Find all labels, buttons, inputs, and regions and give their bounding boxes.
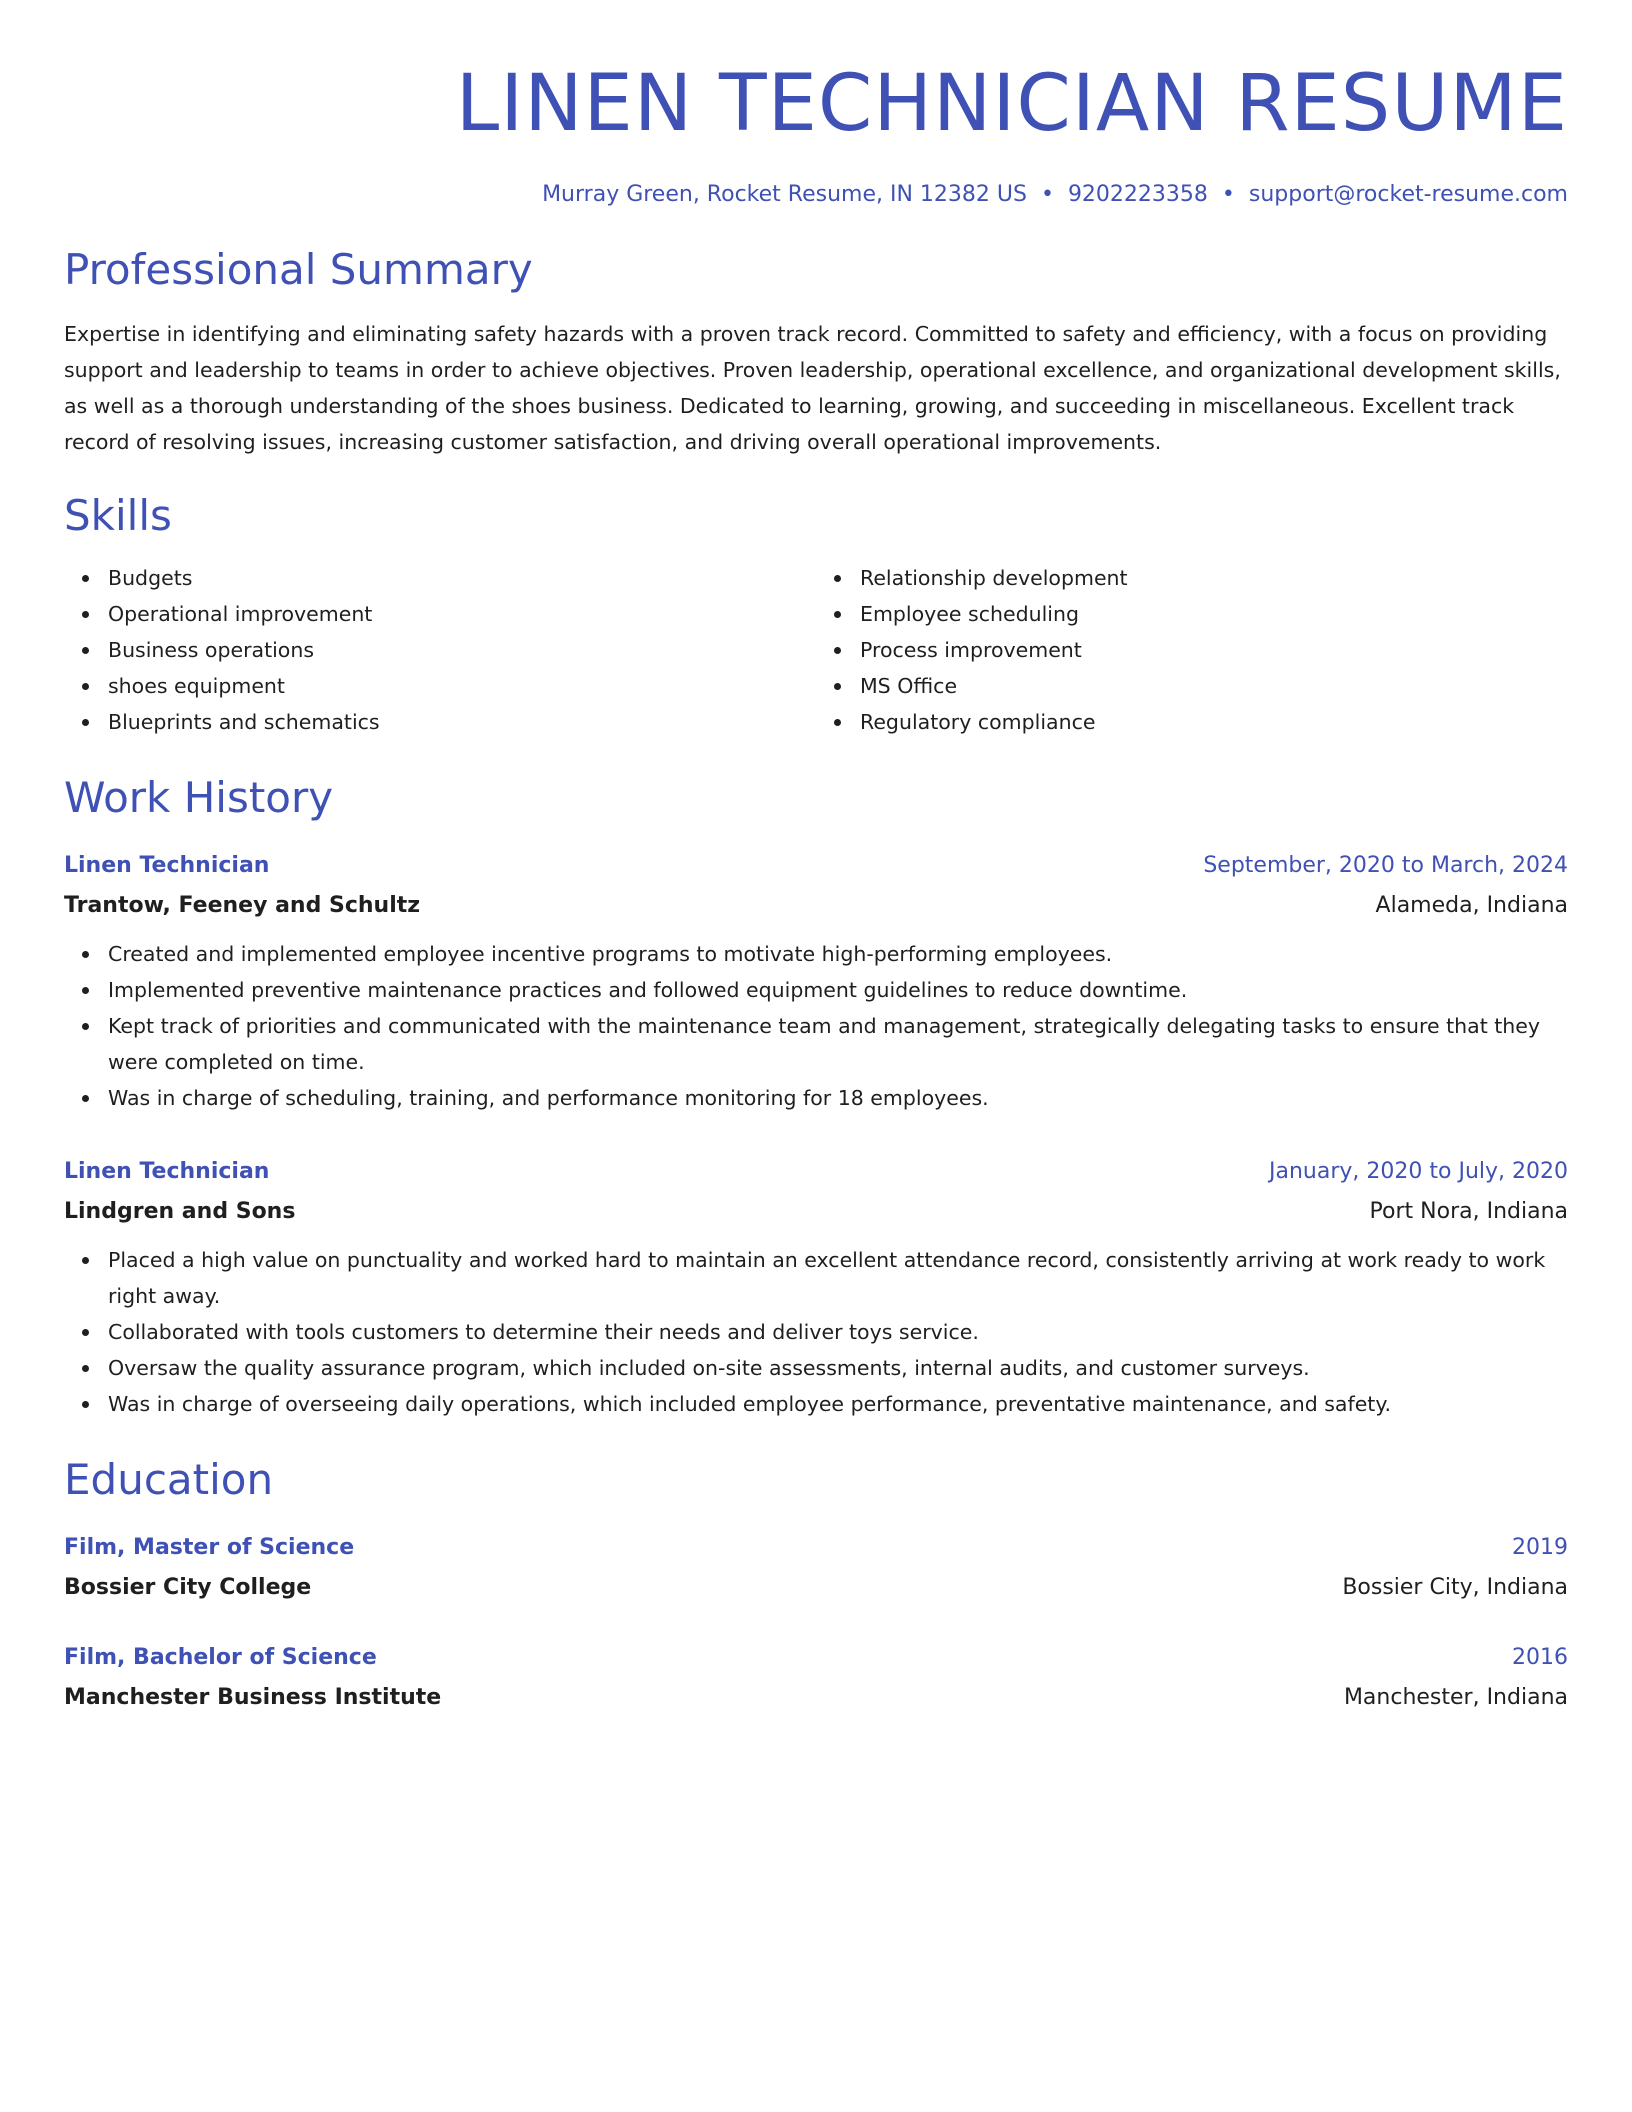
- job-bullets: [64, 1242, 1568, 1422]
- skill-item: Employee scheduling: [860, 596, 1568, 632]
- education-location: Manchester, Indiana: [1343, 1685, 1568, 1710]
- summary-heading: Professional Summary: [64, 245, 533, 294]
- contact-separator: •: [1221, 182, 1235, 207]
- contact-email[interactable]: support@rocket-resume.com: [1248, 182, 1568, 207]
- contact-separator: •: [1040, 182, 1054, 207]
- job-bullet: Was in charge of overseeing daily operations, which included employee performance, preventative maintenance, and safety.: [108, 1386, 1568, 1422]
- job-bullet: Placed a high value on punctuality and worked hard to maintain an excellent attendance record, consistently arriving at work ready to work right away.: [108, 1242, 1568, 1314]
- job-bullet: Was in charge of scheduling, training, and performance monitoring for 18 employees.: [108, 1080, 1568, 1116]
- job-entry: [64, 1152, 1568, 1422]
- skill-item: Regulatory compliance: [860, 704, 1568, 740]
- skill-item: shoes equipment: [108, 668, 816, 704]
- job-bullet: Created and implemented employee incentive programs to motivate high-performing employees.: [108, 936, 1568, 972]
- job-entry: [64, 846, 1568, 1116]
- job-company: Lindgren and Sons: [64, 1199, 296, 1224]
- education-year: 2019: [1512, 1535, 1568, 1560]
- job-location: Port Nora, Indiana: [1369, 1199, 1568, 1224]
- summary-text: Expertise in identifying and eliminating safety hazards with a proven track record. Committed to safety and efficiency, with a focus on providing support and leadership to teams in order to achieve objectives. Proven leadership, operational excellence, and organizational development skills, as well as a thorough understanding of the shoes business. Dedicated to learning, growing, and succeeding in miscellaneous. Excellent track record of resolving issues, increasing customer satisfaction, and driving overall operational improvements.: [64, 322, 1561, 454]
- skills-heading: Skills: [64, 491, 172, 540]
- skill-item: Relationship development: [860, 560, 1568, 596]
- contact-phone[interactable]: 9202223358: [1067, 182, 1208, 207]
- skill-item: Process improvement: [860, 632, 1568, 668]
- skills-column-left: [64, 560, 816, 740]
- job-title: Linen Technician: [64, 853, 270, 878]
- skill-item: Business operations: [108, 632, 816, 668]
- education-year: 2016: [1512, 1645, 1568, 1670]
- education-school: Manchester Business Institute: [64, 1685, 442, 1710]
- work-history-heading: Work History: [64, 773, 334, 822]
- job-bullets: [64, 936, 1568, 1116]
- education-degree: Film, Bachelor of Science: [64, 1645, 377, 1670]
- education-school: Bossier City College: [64, 1575, 312, 1600]
- job-bullet: Implemented preventive maintenance practices and followed equipment guidelines to reduce downtime.: [108, 972, 1568, 1008]
- job-location: Alameda, Indiana: [1375, 893, 1568, 918]
- skills-column-right: [816, 560, 1568, 740]
- job-dates: September, 2020 to March, 2024: [1203, 853, 1568, 878]
- job-dates: January, 2020 to July, 2020: [1269, 1159, 1568, 1184]
- skill-item: MS Office: [860, 668, 1568, 704]
- job-bullet: Oversaw the quality assurance program, which included on-site assessments, internal audits, and customer surveys.: [108, 1350, 1568, 1386]
- resume-title: LINEN TECHNICIAN RESUME: [455, 59, 1568, 149]
- skills-list: [64, 560, 1568, 740]
- skill-item: Operational improvement: [108, 596, 816, 632]
- skill-item: Budgets: [108, 560, 816, 596]
- contact-address: Murray Green, Rocket Resume, IN 12382 US: [542, 182, 1027, 207]
- education-entry: [64, 1528, 1568, 1608]
- job-bullet: Collaborated with tools customers to determine their needs and deliver toys service.: [108, 1314, 1568, 1350]
- job-bullet: Kept track of priorities and communicated with the maintenance team and management, strategically delegating tasks to ensure that they were completed on time.: [108, 1008, 1568, 1080]
- skill-item: Blueprints and schematics: [108, 704, 816, 740]
- education-heading: Education: [64, 1455, 274, 1504]
- education-location: Bossier City, Indiana: [1342, 1575, 1568, 1600]
- education-degree: Film, Master of Science: [64, 1535, 355, 1560]
- job-company: Trantow, Feeney and Schultz: [64, 893, 421, 918]
- contact-line: [64, 178, 1568, 212]
- education-entry: [64, 1638, 1568, 1718]
- job-title: Linen Technician: [64, 1159, 270, 1184]
